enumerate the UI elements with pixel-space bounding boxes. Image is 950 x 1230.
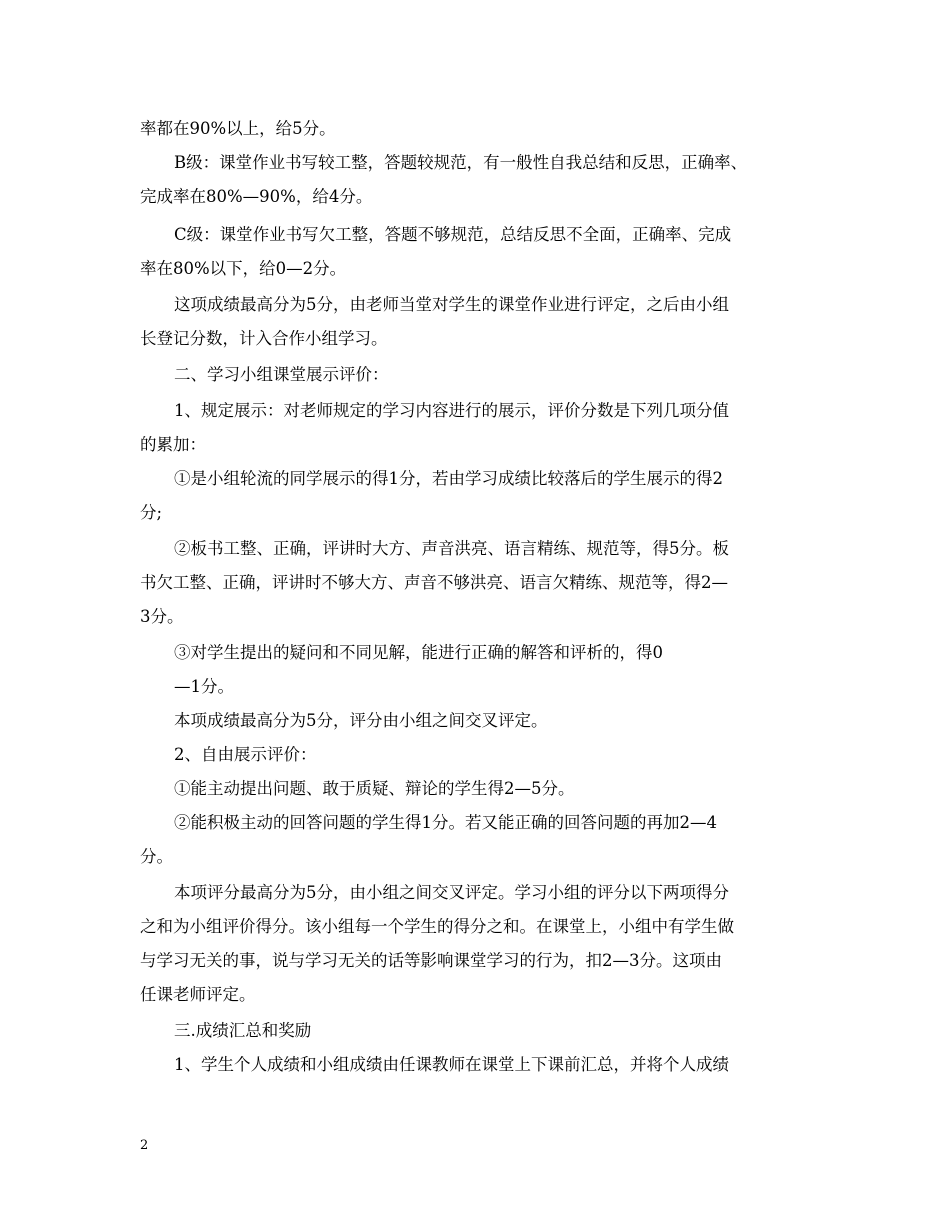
text-line: 本项成绩最高分为5分，评分由小组之间交叉评定。	[174, 711, 548, 730]
text-line: 率在80%以下，给0—2分。	[140, 259, 347, 278]
text-line: 分。	[140, 847, 173, 866]
text-line: 2、自由展示评价：	[174, 745, 317, 764]
text-line: 1、学生个人成绩和小组成绩由任课教师在课堂上下课前汇总，并将个人成绩	[174, 1055, 729, 1074]
text-line: 1、规定展示：对老师规定的学习内容进行的展示，评价分数是下列几项分值	[174, 401, 729, 420]
text-line: B级：课堂作业书写较工整，答题较规范，有一般性自我总结和反思，正确率、	[174, 153, 748, 172]
text-line: ①是小组轮流的同学展示的得1分，若由学习成绩比较落后的学生展示的得2	[174, 469, 723, 488]
section-heading: 三.成绩汇总和奖励	[174, 1021, 312, 1040]
text-line: C级：课堂作业书写欠工整，答题不够规范，总结反思不全面，正确率、完成	[174, 225, 732, 244]
section-heading: 二、学习小组课堂展示评价：	[174, 365, 389, 384]
text-line: 的累加：	[140, 435, 206, 454]
text-line: ②能积极主动的回答问题的学生得1分。若又能正确的回答问题的再加2—4	[174, 813, 717, 832]
text-line: 这项成绩最高分为5分，由老师当堂对学生的课堂作业进行评定，之后由小组	[174, 295, 729, 314]
text-line: 分;	[140, 503, 163, 522]
text-line: 任课老师评定。	[140, 985, 256, 1004]
text-line: 完成率在80%—90%，给4分。	[140, 187, 373, 206]
page-number: 2	[140, 1138, 149, 1153]
text-line: ③对学生提出的疑问和不同见解，能进行正确的解答和评析的，得0	[174, 643, 663, 662]
text-line: 书欠工整、正确，评讲时不够大方、声音不够洪亮、语言欠精练、规范等，得2—	[140, 573, 728, 592]
text-line: —1分。	[174, 677, 234, 696]
text-line: ①能主动提出问题、敢于质疑、辩论的学生得2—5分。	[174, 779, 575, 798]
text-line: 与学习无关的事，说与学习无关的话等影响课堂学习的行为，扣2—3分。这项由	[140, 951, 722, 970]
text-line: 率都在90%以上，给5分。	[140, 119, 336, 138]
text-line: 3分。	[140, 607, 184, 626]
text-line: 长登记分数，计入合作小组学习。	[140, 329, 388, 348]
text-line: 之和为小组评价得分。该小组每一个学生的得分之和。在课堂上，小组中有学生做	[140, 917, 734, 936]
text-line: 本项评分最高分为5分，由小组之间交叉评定。学习小组的评分以下两项得分	[174, 883, 729, 902]
text-line: ②板书工整、正确，评讲时大方、声音洪亮、语言精练、规范等，得5分。板	[174, 539, 729, 558]
